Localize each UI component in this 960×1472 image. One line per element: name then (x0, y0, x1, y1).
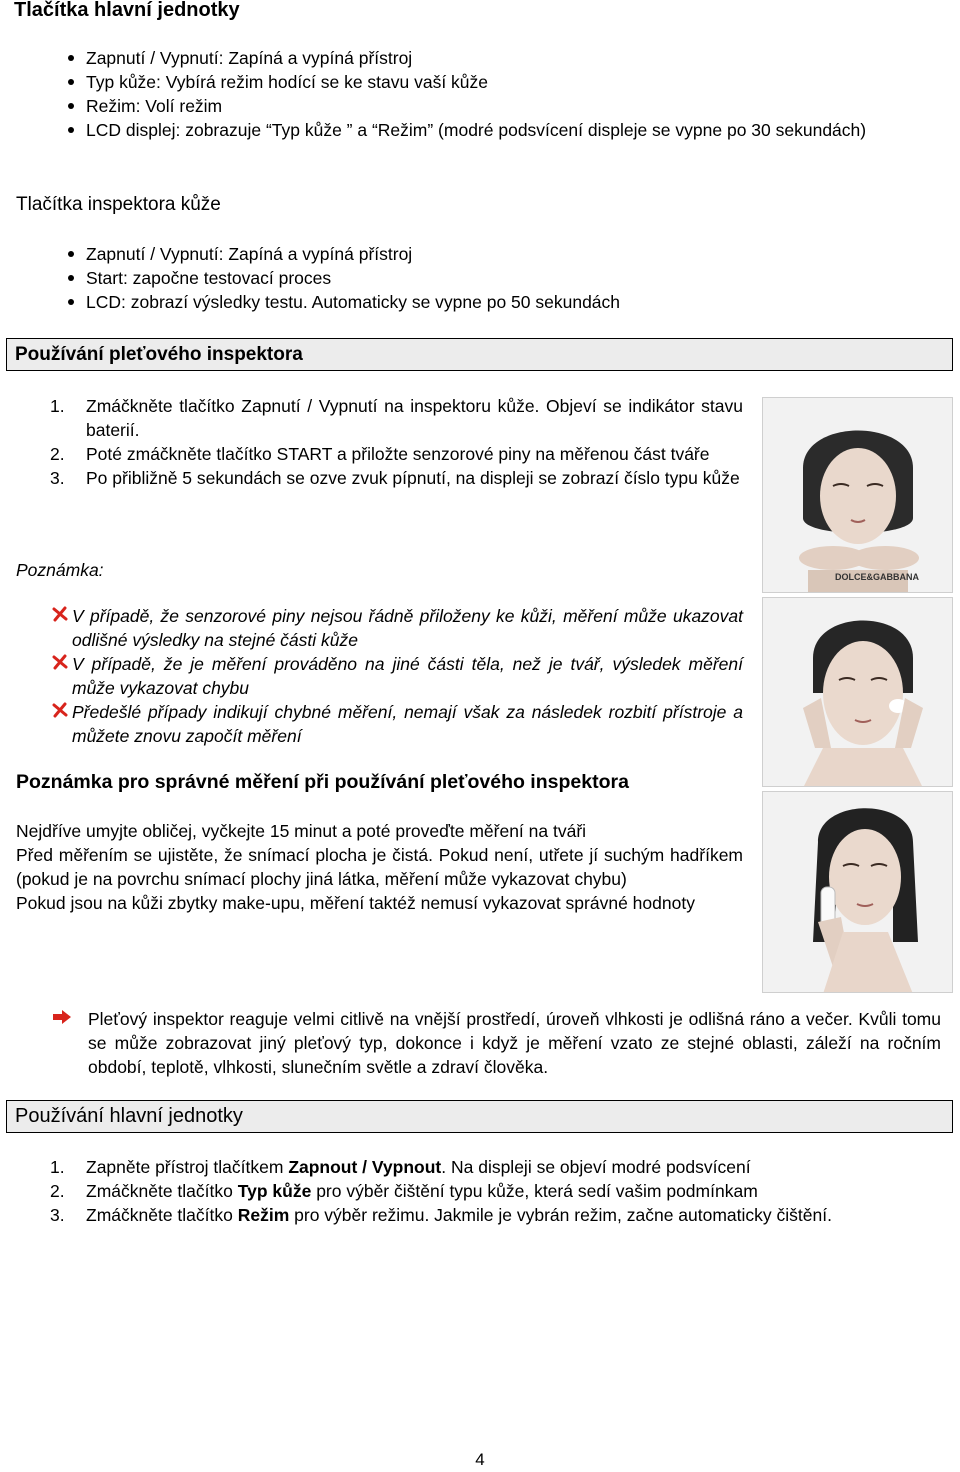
note-item (0, 652, 743, 700)
list-item: Režim: Volí režim (14, 94, 942, 118)
paragraph: Pokud jsou na kůži zbytky make-upu, měření taktéž nemusí vykazovat správné hodnoty (16, 893, 695, 913)
note-text: Předešlé případy indikují chybné měření, nemají však za následek rozbití přístroje a můžete znovu započít měření (72, 702, 743, 746)
note-label: Poznámka: (16, 560, 104, 580)
list-item: Start: započne testovací proces (14, 266, 942, 290)
section-title-correct-measurement: Poznámka pro správné měření při používání pleťového inspektora (16, 771, 629, 793)
step-number: 1. (50, 396, 65, 416)
section-title-inspector-buttons: Tlačítka inspektora kůže (16, 194, 221, 215)
paragraph: Před měřením se ujistěte, že snímací plocha je čistá. Pokud není, utřete jí suchým hadříkem (pokud je na povrchu snímací plochy jiná látka, měření může vykazovat chybu) (16, 845, 743, 889)
photo-applying-cream (762, 597, 953, 787)
x-mark-icon (52, 606, 68, 622)
woman-using-skin-inspector-illustration (763, 792, 953, 993)
main-unit-steps-list (14, 1155, 941, 1227)
inspector-buttons-list (14, 242, 942, 314)
step-number: 3. (50, 1205, 65, 1225)
step-item (14, 1155, 941, 1179)
photo-using-inspector (762, 791, 953, 993)
step-button-name: Typ kůže (237, 1181, 312, 1201)
list-item: Zapnutí / Vypnutí: Zapíná a vypíná přístroj (14, 46, 942, 70)
arrow-note-text: Pleťový inspektor reaguje velmi citlivě na vnější prostředí, úroveň vlhkosti je odlišná ráno a večer. Kvůli tomu se může zobrazovat jiný pleťový typ, dokonce i když je měření vzato ze stejné oblasti, záleží na ročním období, teplotě, vlhkosti, slunečním světle a zdraví člověka. (88, 1009, 941, 1077)
arrow-note (88, 1007, 941, 1079)
step-number: 1. (50, 1157, 65, 1177)
measurement-paragraphs (16, 819, 743, 915)
step-text: Zmáčkněte tlačítko (86, 1181, 238, 1201)
step-item (14, 1203, 941, 1227)
step-text: pro výběr režimu. Jakmile je vybrán režim, začne automaticky čištění. (289, 1205, 832, 1225)
step-text: . Na displeji se objeví modré podsvícení (441, 1157, 751, 1177)
step-text: Zapněte přístroj tlačítkem (86, 1157, 289, 1177)
photo-washing-face (762, 397, 953, 593)
step-item (14, 466, 743, 490)
step-text: Po přibližně 5 sekundách se ozve zvuk pípnutí, na displeji se zobrazí číslo typu kůže (86, 468, 740, 488)
notes-list (0, 604, 743, 748)
step-number: 2. (50, 444, 65, 464)
note-text: V případě, že senzorové piny nejsou řádně přiloženy ke kůži, měření může ukazovat odlišné výsledky na stejné části kůže (72, 606, 743, 650)
list-item: LCD displej: zobrazuje “Typ kůže ” a “Režim” (modré podsvícení displeje se vypne po 30 sekundách) (14, 118, 942, 142)
section-header-using-inspector: Používání pleťového inspektora (6, 338, 953, 371)
list-item: Zapnutí / Vypnutí: Zapíná a vypíná přístroj (14, 242, 942, 266)
shirt-brand-text: DOLCE&GABBANA (835, 572, 919, 582)
section-header-using-main-unit: Používání hlavní jednotky (6, 1100, 953, 1133)
step-number: 3. (50, 468, 65, 488)
step-button-name: Zapnout / Vypnout (288, 1157, 442, 1177)
x-mark-icon (52, 654, 68, 670)
woman-washing-face-illustration (763, 398, 953, 593)
x-mark-icon (52, 702, 68, 718)
main-unit-buttons-list (14, 46, 942, 142)
woman-applying-cream-illustration (763, 598, 953, 787)
note-item (0, 604, 743, 652)
step-text: Zmáčkněte tlačítko (86, 1205, 238, 1225)
step-item (14, 394, 743, 442)
list-item: Typ kůže: Vybírá režim hodící se ke stavu vaší kůže (14, 70, 942, 94)
list-item: LCD: zobrazí výsledky testu. Automaticky se vypne po 50 sekundách (14, 290, 942, 314)
section-title-main-unit-buttons: Tlačítka hlavní jednotky (14, 0, 240, 21)
step-text: Zmáčkněte tlačítko Zapnutí / Vypnutí na inspektoru kůže. Objeví se indikátor stavu baterií. (86, 396, 743, 440)
arrow-right-icon (52, 1009, 72, 1025)
step-text: Poté zmáčkněte tlačítko START a přiložte senzorové piny na měřenou část tváře (86, 444, 710, 464)
inspector-steps-list (14, 394, 743, 490)
note-text: V případě, že je měření prováděno na jiné části těla, než je tvář, výsledek měření může vykazovat chybu (72, 654, 743, 698)
step-button-name: Režim (237, 1205, 290, 1225)
step-item (14, 1179, 941, 1203)
step-text: pro výběr čištění typu kůže, která sedí vašim podmínkam (311, 1181, 758, 1201)
page-number: 4 (475, 1450, 485, 1469)
step-item (14, 442, 743, 466)
note-item (0, 700, 743, 748)
step-number: 2. (50, 1181, 65, 1201)
paragraph: Nejdříve umyjte obličej, vyčkejte 15 minut a poté proveďte měření na tváři (16, 821, 587, 841)
